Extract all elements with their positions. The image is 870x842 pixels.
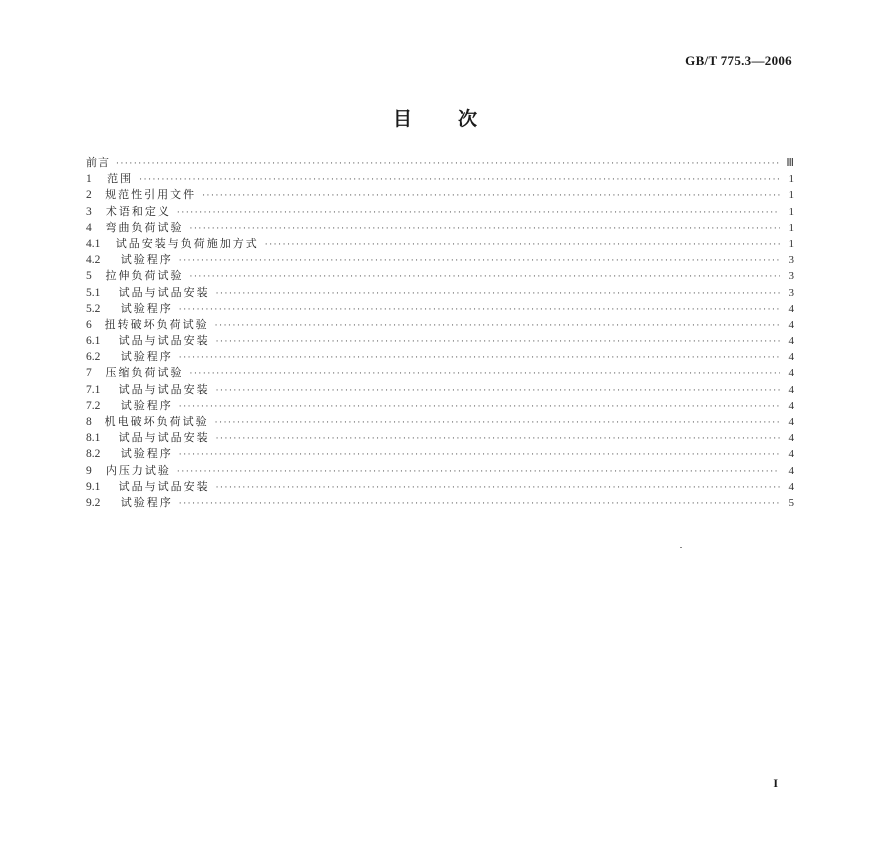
toc-entry[interactable] — [86, 382, 794, 398]
toc-entry-page: 3 — [788, 254, 794, 267]
toc-entry-title: 前言 — [86, 156, 110, 169]
toc-leader-dots — [179, 302, 780, 318]
toc-entry[interactable] — [86, 479, 794, 495]
toc-entry-number: 4.1 — [86, 237, 101, 250]
toc-entry-title: 拉伸负荷试验 — [105, 269, 184, 283]
toc-entry-page: 3 — [788, 286, 794, 299]
toc-entry-title: 试验程序 — [120, 350, 173, 364]
toc-entry-number: 1 — [86, 173, 92, 186]
toc-entry[interactable] — [86, 446, 794, 462]
toc-entry-number: 8.2 — [86, 448, 101, 461]
toc-leader-dots — [179, 399, 780, 415]
toc-leader-dots — [216, 383, 780, 399]
toc-entry-title: 试验程序 — [120, 398, 173, 412]
toc-entry-number: 9 — [86, 464, 92, 477]
toc-entry[interactable] — [86, 236, 794, 252]
toc-leader-dots — [177, 464, 780, 480]
toc-entry-title: 试品与试品安装 — [118, 431, 210, 445]
toc-entry-title: 扭转破坏负荷试验 — [104, 317, 209, 331]
toc-entry[interactable] — [86, 495, 794, 511]
toc-entry-number: 7.2 — [86, 399, 101, 412]
toc-title-char-1: 目 — [392, 108, 412, 130]
toc-entry[interactable] — [86, 301, 794, 317]
toc-entry-number: 7.1 — [86, 383, 101, 396]
toc-entry-number: 9.1 — [86, 480, 101, 493]
toc-leader-dots — [216, 431, 780, 447]
toc-entry-title: 压缩负荷试验 — [105, 366, 184, 380]
toc-title-char-2: 次 — [458, 108, 478, 130]
toc-entry[interactable] — [86, 171, 794, 187]
toc-leader-dots — [179, 496, 780, 512]
toc-entry[interactable] — [86, 398, 794, 414]
toc-entry-title: 试品安装与负荷施加方式 — [115, 236, 259, 250]
toc-entry[interactable] — [86, 317, 794, 333]
toc-leader-dots — [139, 172, 780, 188]
toc-entry-page: 4 — [788, 448, 794, 461]
toc-leader-dots — [202, 188, 780, 204]
toc-entry-number: 8 — [86, 416, 92, 428]
toc-entry-page: 4 — [788, 432, 794, 445]
toc-entry-title: 试验程序 — [120, 301, 173, 315]
toc-leader-dots — [216, 334, 780, 350]
toc-entry-page: Ⅲ — [786, 157, 794, 169]
toc-entry[interactable] — [86, 414, 794, 430]
toc-entry-page: 1 — [788, 173, 794, 186]
toc-entry-number: 5 — [86, 270, 92, 283]
toc-entry-number: 3 — [86, 205, 92, 218]
toc-entry-page: 4 — [788, 464, 794, 477]
toc-leader-dots — [265, 237, 780, 253]
toc-entry[interactable] — [86, 155, 794, 171]
toc-title — [0, 104, 870, 131]
toc-entry-number: 6 — [86, 318, 92, 331]
toc-entry-title: 试品与试品安装 — [118, 334, 210, 348]
toc-entry[interactable] — [86, 430, 794, 446]
toc-leader-dots — [215, 415, 780, 431]
toc-entry-title: 试验程序 — [120, 495, 173, 509]
toc-entry-page: 4 — [788, 318, 794, 331]
toc-entry-page: 4 — [788, 416, 794, 428]
toc-leader-dots — [179, 447, 780, 463]
toc-leader-dots — [177, 205, 780, 221]
page-number: I — [773, 776, 778, 790]
toc-leader-dots — [216, 286, 780, 302]
scan-speck — [680, 547, 682, 548]
toc-entry-page: 4 — [788, 367, 794, 380]
toc-entry-number: 5.1 — [86, 286, 101, 299]
toc-entry[interactable] — [86, 285, 794, 301]
toc-entry-page: 4 — [788, 335, 794, 348]
toc-entry-number: 2 — [86, 189, 92, 202]
toc-entry-title: 试验程序 — [120, 253, 173, 267]
toc-leader-dots — [116, 156, 780, 172]
toc-entry-page: 1 — [788, 205, 794, 218]
toc-entry-number: 9.2 — [86, 496, 101, 509]
toc-entry-page: 4 — [788, 383, 794, 396]
toc-entry-number: 6.2 — [86, 351, 101, 364]
toc-entry-number: 4.2 — [86, 254, 101, 267]
toc-entry[interactable] — [86, 268, 794, 284]
toc-entry-page: 4 — [788, 480, 794, 493]
toc-list — [86, 155, 794, 511]
toc-entry-title: 试品与试品安装 — [118, 382, 210, 396]
toc-entry-title: 试品与试品安装 — [118, 479, 210, 493]
toc-entry-number: 7 — [86, 367, 92, 380]
toc-entry[interactable] — [86, 187, 794, 203]
toc-entry-page: 3 — [788, 270, 794, 283]
toc-leader-dots — [179, 253, 780, 269]
toc-entry-number: 4 — [86, 221, 92, 234]
toc-entry-page: 5 — [788, 496, 794, 509]
toc-entry-number: 5.2 — [86, 302, 101, 315]
toc-entry-page: 4 — [788, 351, 794, 364]
toc-entry[interactable] — [86, 333, 794, 349]
toc-entry[interactable] — [86, 204, 794, 220]
toc-entry-title: 术语和定义 — [105, 204, 171, 218]
toc-entry-title: 规范性引用文件 — [105, 188, 197, 202]
toc-entry-title: 试验程序 — [120, 447, 173, 461]
toc-entry[interactable] — [86, 252, 794, 268]
toc-entry-title: 试品与试品安装 — [118, 285, 210, 299]
toc-entry-title: 弯曲负荷试验 — [105, 220, 184, 234]
toc-entry-page: 1 — [788, 237, 794, 250]
toc-entry-number: 6.1 — [86, 335, 101, 348]
toc-leader-dots — [215, 318, 780, 334]
toc-entry[interactable] — [86, 463, 794, 479]
toc-entry-page: 1 — [788, 189, 794, 202]
toc-leader-dots — [189, 221, 780, 237]
toc-leader-dots — [189, 269, 780, 285]
toc-entry-title: 内压力试验 — [105, 463, 171, 477]
toc-leader-dots — [216, 480, 780, 496]
toc-entry-number: 8.1 — [86, 432, 101, 445]
toc-entry-page: 4 — [788, 399, 794, 412]
toc-entry-page: 1 — [788, 221, 794, 234]
toc-entry-page: 4 — [788, 302, 794, 315]
toc-leader-dots — [179, 350, 780, 366]
toc-entry[interactable] — [86, 349, 794, 365]
toc-entry-title: 机电破坏负荷试验 — [104, 415, 209, 428]
standard-number: GB/T 775.3—2006 — [685, 53, 792, 68]
toc-leader-dots — [189, 366, 780, 382]
toc-entry[interactable] — [86, 220, 794, 236]
toc-entry-title: 范围 — [107, 172, 134, 186]
toc-entry[interactable] — [86, 365, 794, 381]
